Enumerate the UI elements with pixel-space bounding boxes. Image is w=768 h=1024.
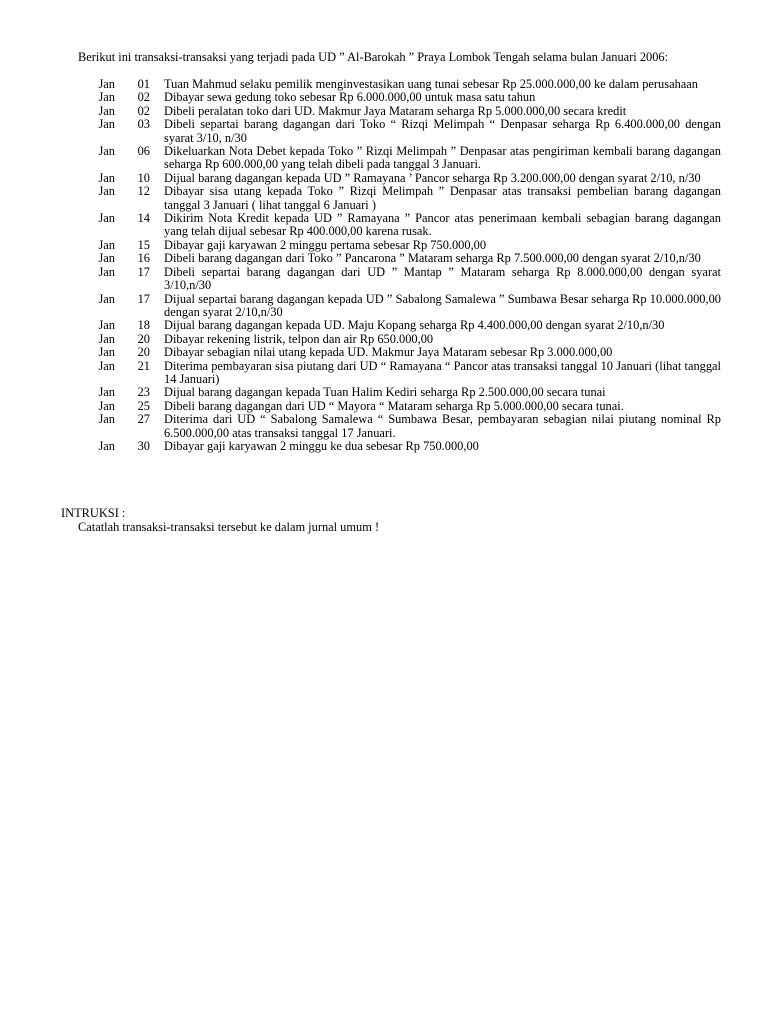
transaction-month: Jan (98, 237, 115, 252)
transaction-description: Dibeli separtai barang dagangan dari Toko “ Rizqi Melimpah “ Denpasar seharga Rp 6.400.000,00 dengan syarat 3/10, n/30 (164, 117, 721, 145)
transaction-day: 21 (137, 358, 150, 373)
instruction-text: Catatlah transaksi-transaksi tersebut ke dalam jurnal umum ! (78, 520, 380, 534)
transaction-month: Jan (98, 358, 115, 373)
transaction-row (78, 78, 721, 91)
transaction-description: Dibeli barang dagangan dari Toko ” Pancarona ” Mataram seharga Rp 7.500.000,00 dengan syarat 2/10,n/30 (164, 251, 701, 266)
transaction-row (78, 239, 721, 252)
transaction-description: Dibayar sisa utang kepada Toko ” Rizqi Melimpah ” Denpasar atas transaksi pembelian barang dagangan tanggal 3 Januari ( lihat tanggal 6 Januari ) (164, 184, 721, 212)
transaction-day: 23 (137, 385, 150, 400)
transaction-description: Diterima pembayaran sisa piutang dari UD “ Ramayana “ Pancor atas transaksi tanggal 10 Januari (lihat tanggal 14 Januari) (164, 358, 721, 386)
transaction-day: 17 (137, 264, 150, 279)
transaction-day: 27 (137, 412, 150, 427)
transaction-row (78, 118, 721, 145)
transaction-month: Jan (98, 291, 115, 306)
transaction-row (78, 293, 721, 320)
transaction-description: Dijual barang dagangan kepada UD ” Ramayana ’ Pancor seharga Rp 3.200.000,00 dengan syarat 2/10, n/30 (164, 170, 701, 185)
transaction-month: Jan (98, 184, 115, 199)
transaction-month: Jan (98, 170, 115, 185)
transaction-row (78, 145, 721, 172)
transaction-month: Jan (98, 385, 115, 400)
transaction-month: Jan (98, 264, 115, 279)
transaction-day: 06 (137, 144, 150, 159)
transaction-row (78, 333, 721, 346)
transaction-day: 14 (137, 211, 150, 226)
transaction-row (78, 266, 721, 293)
transaction-day: 03 (137, 117, 150, 132)
transaction-description: Dijual barang dagangan kepada UD. Maju Kopang seharga Rp 4.400.000,00 dengan syarat 2/10,n/30 (164, 318, 665, 333)
transaction-row (78, 212, 721, 239)
transaction-month: Jan (98, 345, 115, 360)
transaction-row (78, 91, 721, 104)
transaction-day: 25 (137, 398, 150, 413)
transaction-description: Dibayar gaji karyawan 2 minggu pertama sebesar Rp 750.000,00 (164, 237, 487, 252)
transaction-row (78, 105, 721, 118)
transaction-month: Jan (98, 318, 115, 333)
transaction-row (78, 413, 721, 440)
transaction-description: Dijual barang dagangan kepada Tuan Halim Kediri seharga Rp 2.500.000,00 secara tunai (164, 385, 606, 400)
transaction-row (78, 440, 721, 453)
transaction-description: Dijual separtai barang dagangan kepada UD ” Sabalong Samalewa ” Sumbawa Besar seharga Rp 10.000.000,00 dengan syarat 2/10,n/30 (164, 291, 721, 319)
instruction-heading: INTRUKSI : (61, 506, 126, 520)
transaction-day: 20 (137, 331, 150, 346)
transaction-description: Diterima dari UD “ Sabalong Samalewa “ Sumbawa Besar, pembayaran sebagian nilai piutang nominal Rp 6.500.000,00 atas transaksi tanggal 17 Januari. (164, 412, 721, 440)
transaction-row (78, 346, 721, 359)
transaction-row (78, 172, 721, 185)
transaction-month: Jan (98, 438, 115, 453)
transaction-description: Dibayar sewa gedung toko sebesar Rp 6.000.000,00 untuk masa satu tahun (164, 90, 536, 105)
transaction-day: 16 (137, 251, 150, 266)
transaction-description: Tuan Mahmud selaku pemilik menginvestasikan uang tunai sebesar Rp 25.000.000,00 ke dalam perusahaan (164, 77, 698, 91)
transaction-month: Jan (98, 251, 115, 266)
transaction-description: Dikeluarkan Nota Debet kepada Toko ” Rizqi Melimpah ” Denpasar atas pengiriman kembali barang dagangan seharga Rp 600.000,00 yang telah dibeli pada tanggal 3 Januari. (164, 144, 721, 172)
transaction-row (78, 185, 721, 212)
transaction-day: 30 (137, 438, 150, 453)
transaction-list (78, 78, 721, 453)
transaction-day: 02 (137, 103, 150, 118)
transaction-description: Dibeli peralatan toko dari UD. Makmur Jaya Mataram seharga Rp 5.000.000,00 secara kredit (164, 103, 627, 118)
transaction-row (78, 252, 721, 265)
transaction-description: Dibayar sebagian nilai utang kepada UD. Makmur Jaya Mataram sebesar Rp 3.000.000,00 (164, 345, 613, 360)
transaction-month: Jan (98, 144, 115, 159)
transaction-day: 18 (137, 318, 150, 333)
transaction-month: Jan (98, 211, 115, 226)
transaction-day: 02 (137, 90, 150, 105)
transaction-row (78, 360, 721, 387)
transaction-description: Dibayar gaji karyawan 2 minggu ke dua sebesar Rp 750.000,00 (164, 438, 479, 453)
transaction-month: Jan (98, 90, 115, 105)
transaction-month: Jan (98, 77, 115, 91)
transaction-day: 10 (137, 170, 150, 185)
transaction-day: 12 (137, 184, 150, 199)
transaction-month: Jan (98, 103, 115, 118)
transaction-description: Dikirim Nota Kredit kepada UD ” Ramayana ” Pancor atas penerimaan kembali sebagian barang dagangan yang telah dijual sebesar Rp 400.000,00 karena rusak. (164, 211, 721, 239)
transaction-description: Dibayar rekening listrik, telpon dan air Rp 650.000,00 (164, 331, 434, 346)
transaction-row (78, 319, 721, 332)
transaction-month: Jan (98, 412, 115, 427)
transaction-row (78, 400, 721, 413)
transaction-month: Jan (98, 117, 115, 132)
transaction-row (78, 386, 721, 399)
transaction-description: Dibeli barang dagangan dari UD “ Mayora “ Mataram seharga Rp 5.000.000,00 secara tunai. (164, 398, 624, 413)
transaction-day: 17 (137, 291, 150, 306)
transaction-month: Jan (98, 398, 115, 413)
transaction-day: 20 (137, 345, 150, 360)
transaction-day: 15 (137, 237, 150, 252)
transaction-description: Dibeli separtai barang dagangan dari UD ” Mantap ” Mataram seharga Rp 8.000.000,00 dengan syarat 3/10,n/30 (164, 264, 721, 293)
transaction-month: Jan (98, 331, 115, 346)
transaction-day: 01 (137, 77, 150, 91)
intro-paragraph: Berikut ini transaksi-transaksi yang terjadi pada UD ” Al-Barokah ” Praya Lombok Tengah selama bulan Januari 2006: (78, 50, 669, 64)
